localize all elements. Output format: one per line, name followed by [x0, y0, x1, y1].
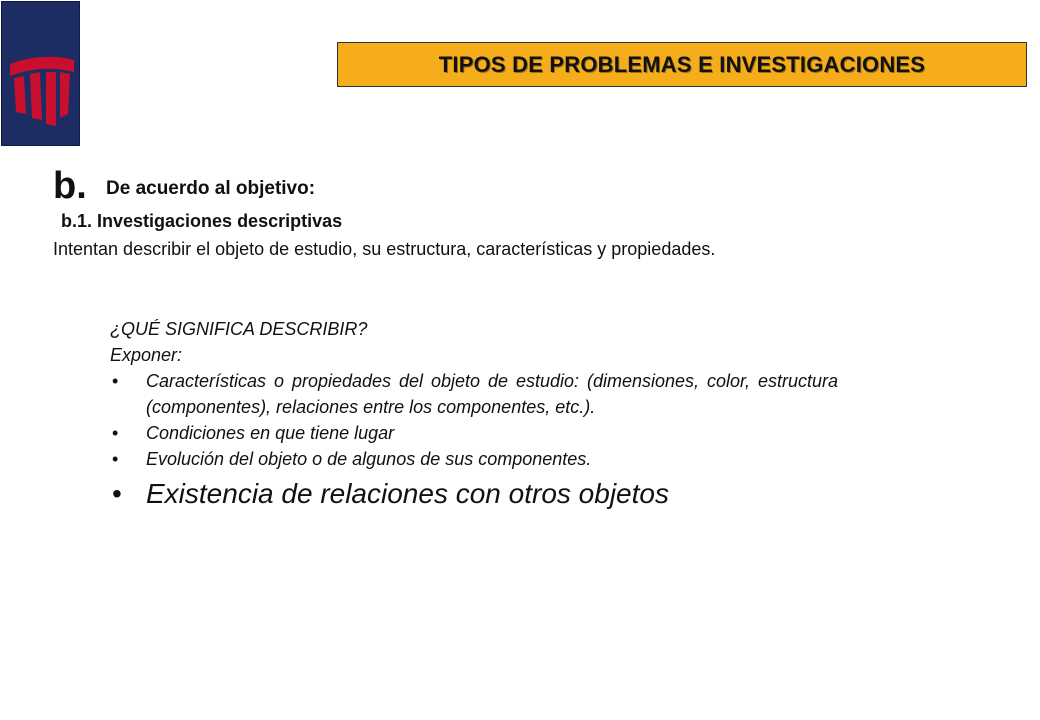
section-heading: De acuerdo al objetivo: — [106, 178, 316, 199]
list-item — [110, 368, 838, 420]
list-item — [110, 476, 838, 512]
section-letter: b. — [53, 165, 87, 207]
list-item — [110, 420, 838, 446]
section-intro: Intentan describir el objeto de estudio, su estructura, características y propiedades. — [53, 239, 716, 259]
list-item — [110, 446, 838, 472]
bullet-text: Existencia de relaciones con otros objetos — [146, 478, 669, 509]
description-question: ¿QUÉ SIGNIFICA DESCRIBIR? — [110, 319, 368, 339]
bullet-text: Características o propiedades del objeto de estudio: (dimensiones, color, estructura (componentes), relaciones entre los componentes, etc.). — [146, 371, 838, 417]
bullet-text: Condiciones en que tiene lugar — [146, 423, 395, 443]
bullet-icon: • — [112, 478, 122, 509]
description-lead: Exponer: — [110, 345, 183, 365]
university-shield-logo-icon — [2, 2, 81, 147]
description-bullet-list — [110, 368, 838, 512]
bullet-icon: • — [112, 371, 119, 391]
description-block — [110, 316, 838, 512]
university-logo — [1, 1, 80, 146]
bullet-text: Evolución del objeto o de algunos de sus componentes. — [146, 449, 592, 469]
slide-title: TIPOS DE PROBLEMAS E INVESTIGACIONES — [438, 51, 926, 77]
bullet-icon: • — [112, 449, 119, 469]
bullet-icon: • — [112, 423, 119, 443]
slide-title-banner — [337, 42, 1027, 87]
section-subheading: b.1. Investigaciones descriptivas — [61, 211, 343, 231]
